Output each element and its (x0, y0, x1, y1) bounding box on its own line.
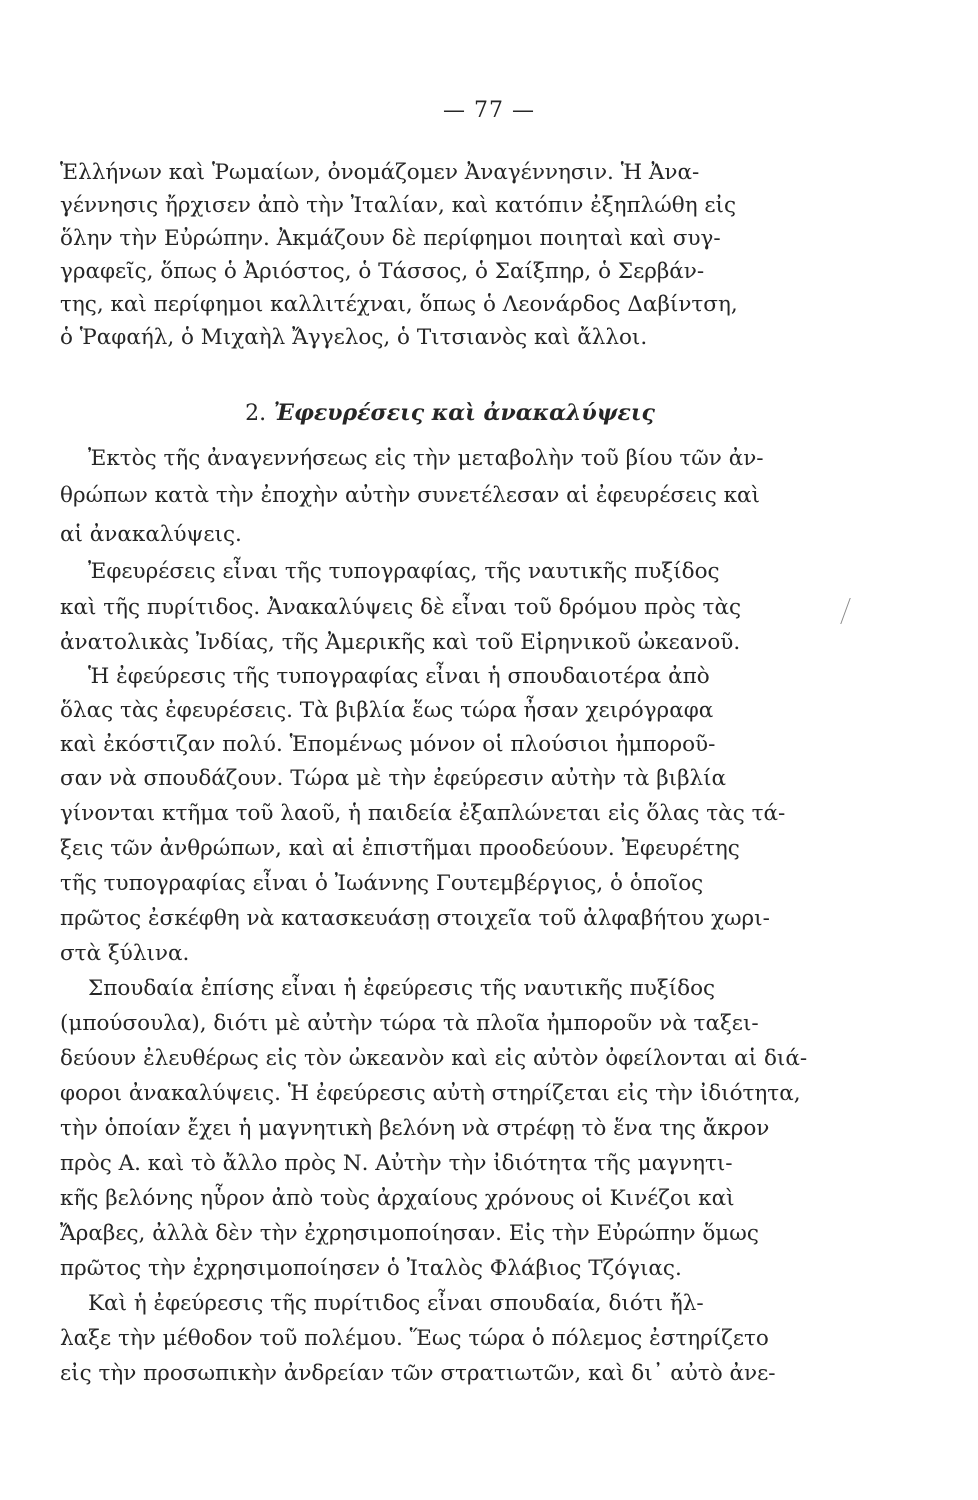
text-line: πρὸς Α. καὶ τὸ ἄλλο πρὸς Ν. Αὐτὴν τὴν ἰδιότητα τῆς μαγνητι- (60, 1151, 733, 1176)
text-line: ἀνατολικὰς Ἰνδίας, τῆς Ἀμερικῆς καὶ τοῦ Εἰρηνικοῦ ὠκεανοῦ. (60, 630, 741, 655)
text-line: Καὶ ἡ ἐφεύρεσις τῆς πυρίτιδος εἶναι σπουδαία, διότι ἤλ- (88, 1291, 704, 1316)
text-line: γραφεῖς, ὅπως ὁ Ἀριόστος, ὁ Τάσσος, ὁ Σαίξπηρ, ὁ Σερβάν- (60, 259, 705, 284)
text-line: ὅλην τὴν Εὐρώπην. Ἀκμάζουν δὲ περίφημοι ποιηταὶ καὶ συγ- (60, 226, 721, 251)
text-line: καὶ τῆς πυρίτιδος. Ἀνακαλύψεις δὲ εἶναι τοῦ δρόμου πρὸς τὰς (60, 595, 742, 620)
text-line: πρῶτος ἐσκέφθη νὰ κατασκευάσῃ στοιχεῖα τοῦ ἀλφαβήτου χωρι- (60, 906, 770, 931)
text-line: πρῶτος τὴν ἐχρησιμοποίησεν ὁ Ἰταλὸς Φλάβιος Τζόγιας. (60, 1256, 682, 1281)
section-heading (0, 400, 900, 426)
text-line: τὴν ὁποίαν ἔχει ἡ μαγνητικὴ βελόνη νὰ στρέφῃ τὸ ἕνα της ἄκρον (60, 1116, 770, 1141)
text-line: γέννησις ἤρχισεν ἀπὸ τὴν Ἰταλίαν, καὶ κατόπιν ἐξηπλώθη εἰς (60, 193, 737, 218)
text-line: εἰς τὴν προσωπικὴν ἀνδρείαν τῶν στρατιωτῶν, καὶ δι᾿ αὐτὸ ἀνε- (60, 1361, 776, 1386)
text-line: θρώπων κατὰ τὴν ἐποχὴν αὐτὴν συνετέλεσαν αἱ ἐφευρέσεις καὶ (60, 483, 760, 508)
text-line: Ἡ ἐφεύρεσις τῆς τυπογραφίας εἶναι ἡ σπουδαιοτέρα ἀπὸ (88, 664, 710, 689)
page-number: — 77 — (443, 98, 535, 123)
text-line: λαξε τὴν μέθοδον τοῦ πολέμου. Ἕως τώρα ὁ πόλεμος ἐστηρίζετο (60, 1326, 769, 1351)
text-line: καὶ ἐκόστιζαν πολύ. Ἑπομένως μόνον οἱ πλούσιοι ἠμποροῦ- (60, 732, 716, 757)
text-line: ὁ Ῥαφαήλ, ὁ Μιχαὴλ Ἄγγελος, ὁ Τιτσιανὸς καὶ ἄλλοι. (60, 325, 648, 350)
text-line: ξεις τῶν ἀνθρώπων, καὶ αἱ ἐπιστῆμαι προοδεύουν. Ἐφευρέτης (60, 836, 740, 861)
scan-mark (830, 598, 850, 624)
text-line: αἱ ἀνακαλύψεις. (60, 522, 242, 547)
text-line: Σπουδαία ἐπίσης εἶναι ἡ ἐφεύρεσις τῆς ναυτικῆς πυξίδος (88, 976, 716, 1001)
text-line: φοροι ἀνακαλύψεις. Ἡ ἐφεύρεσις αὐτὴ στηρίζεται εἰς τὴν ἰδιότητα, (60, 1081, 801, 1106)
text-line: στὰ ξύλινα. (60, 941, 190, 966)
text-line: Ἐκτὸς τῆς ἀναγεννήσεως εἰς τὴν μεταβολὴν τοῦ βίου τῶν ἀν- (88, 446, 764, 471)
text-line: δεύουν ἐλευθέρως εἰς τὸν ὠκεανὸν καὶ εἰς αὐτὸν ὀφείλονται αἱ διά- (60, 1046, 808, 1071)
text-line: γίνονται κτῆμα τοῦ λαοῦ, ἡ παιδεία ἐξαπλώνεται εἰς ὅλας τὰς τά- (60, 801, 786, 826)
section-title: Ἐφευρέσεις καὶ ἀνακαλύψεις (273, 400, 655, 426)
text-line: σαν νὰ σπουδάζουν. Τώρα μὲ τὴν ἐφεύρεσιν αὐτὴν τὰ βιβλία (60, 766, 727, 791)
text-line: Ἐφευρέσεις εἶναι τῆς τυπογραφίας, τῆς ναυτικῆς πυξίδος (88, 559, 720, 584)
text-line: της, καὶ περίφημοι καλλιτέχναι, ὅπως ὁ Λεονάρδος Δαβίντση, (60, 292, 738, 317)
section-number: 2. (245, 401, 267, 426)
text-line: κῆς βελόνης ηὗρον ἀπὸ τοὺς ἀρχαίους χρόνους οἱ Κινέζοι καὶ (60, 1186, 735, 1211)
text-line: (μπούσουλα), διότι μὲ αὐτὴν τώρα τὰ πλοῖα ἠμποροῦν νὰ ταξει- (60, 1011, 759, 1036)
text-line: Ἑλλήνων καὶ Ῥωμαίων, ὀνομάζομεν Ἀναγέννησιν. Ἡ Ἀνα- (60, 160, 700, 185)
text-line: ὅλας τὰς ἐφευρέσεις. Τὰ βιβλία ἕως τώρα ἦσαν χειρόγραφα (60, 698, 714, 723)
text-line: τῆς τυπογραφίας εἶναι ὁ Ἰωάννης Γουτεμβέργιος, ὁ ὁποῖος (60, 871, 704, 896)
text-line: Ἄραβες, ἀλλὰ δὲν τὴν ἐχρησιμοποίησαν. Εἰς τὴν Εὐρώπην ὅμως (60, 1221, 759, 1246)
